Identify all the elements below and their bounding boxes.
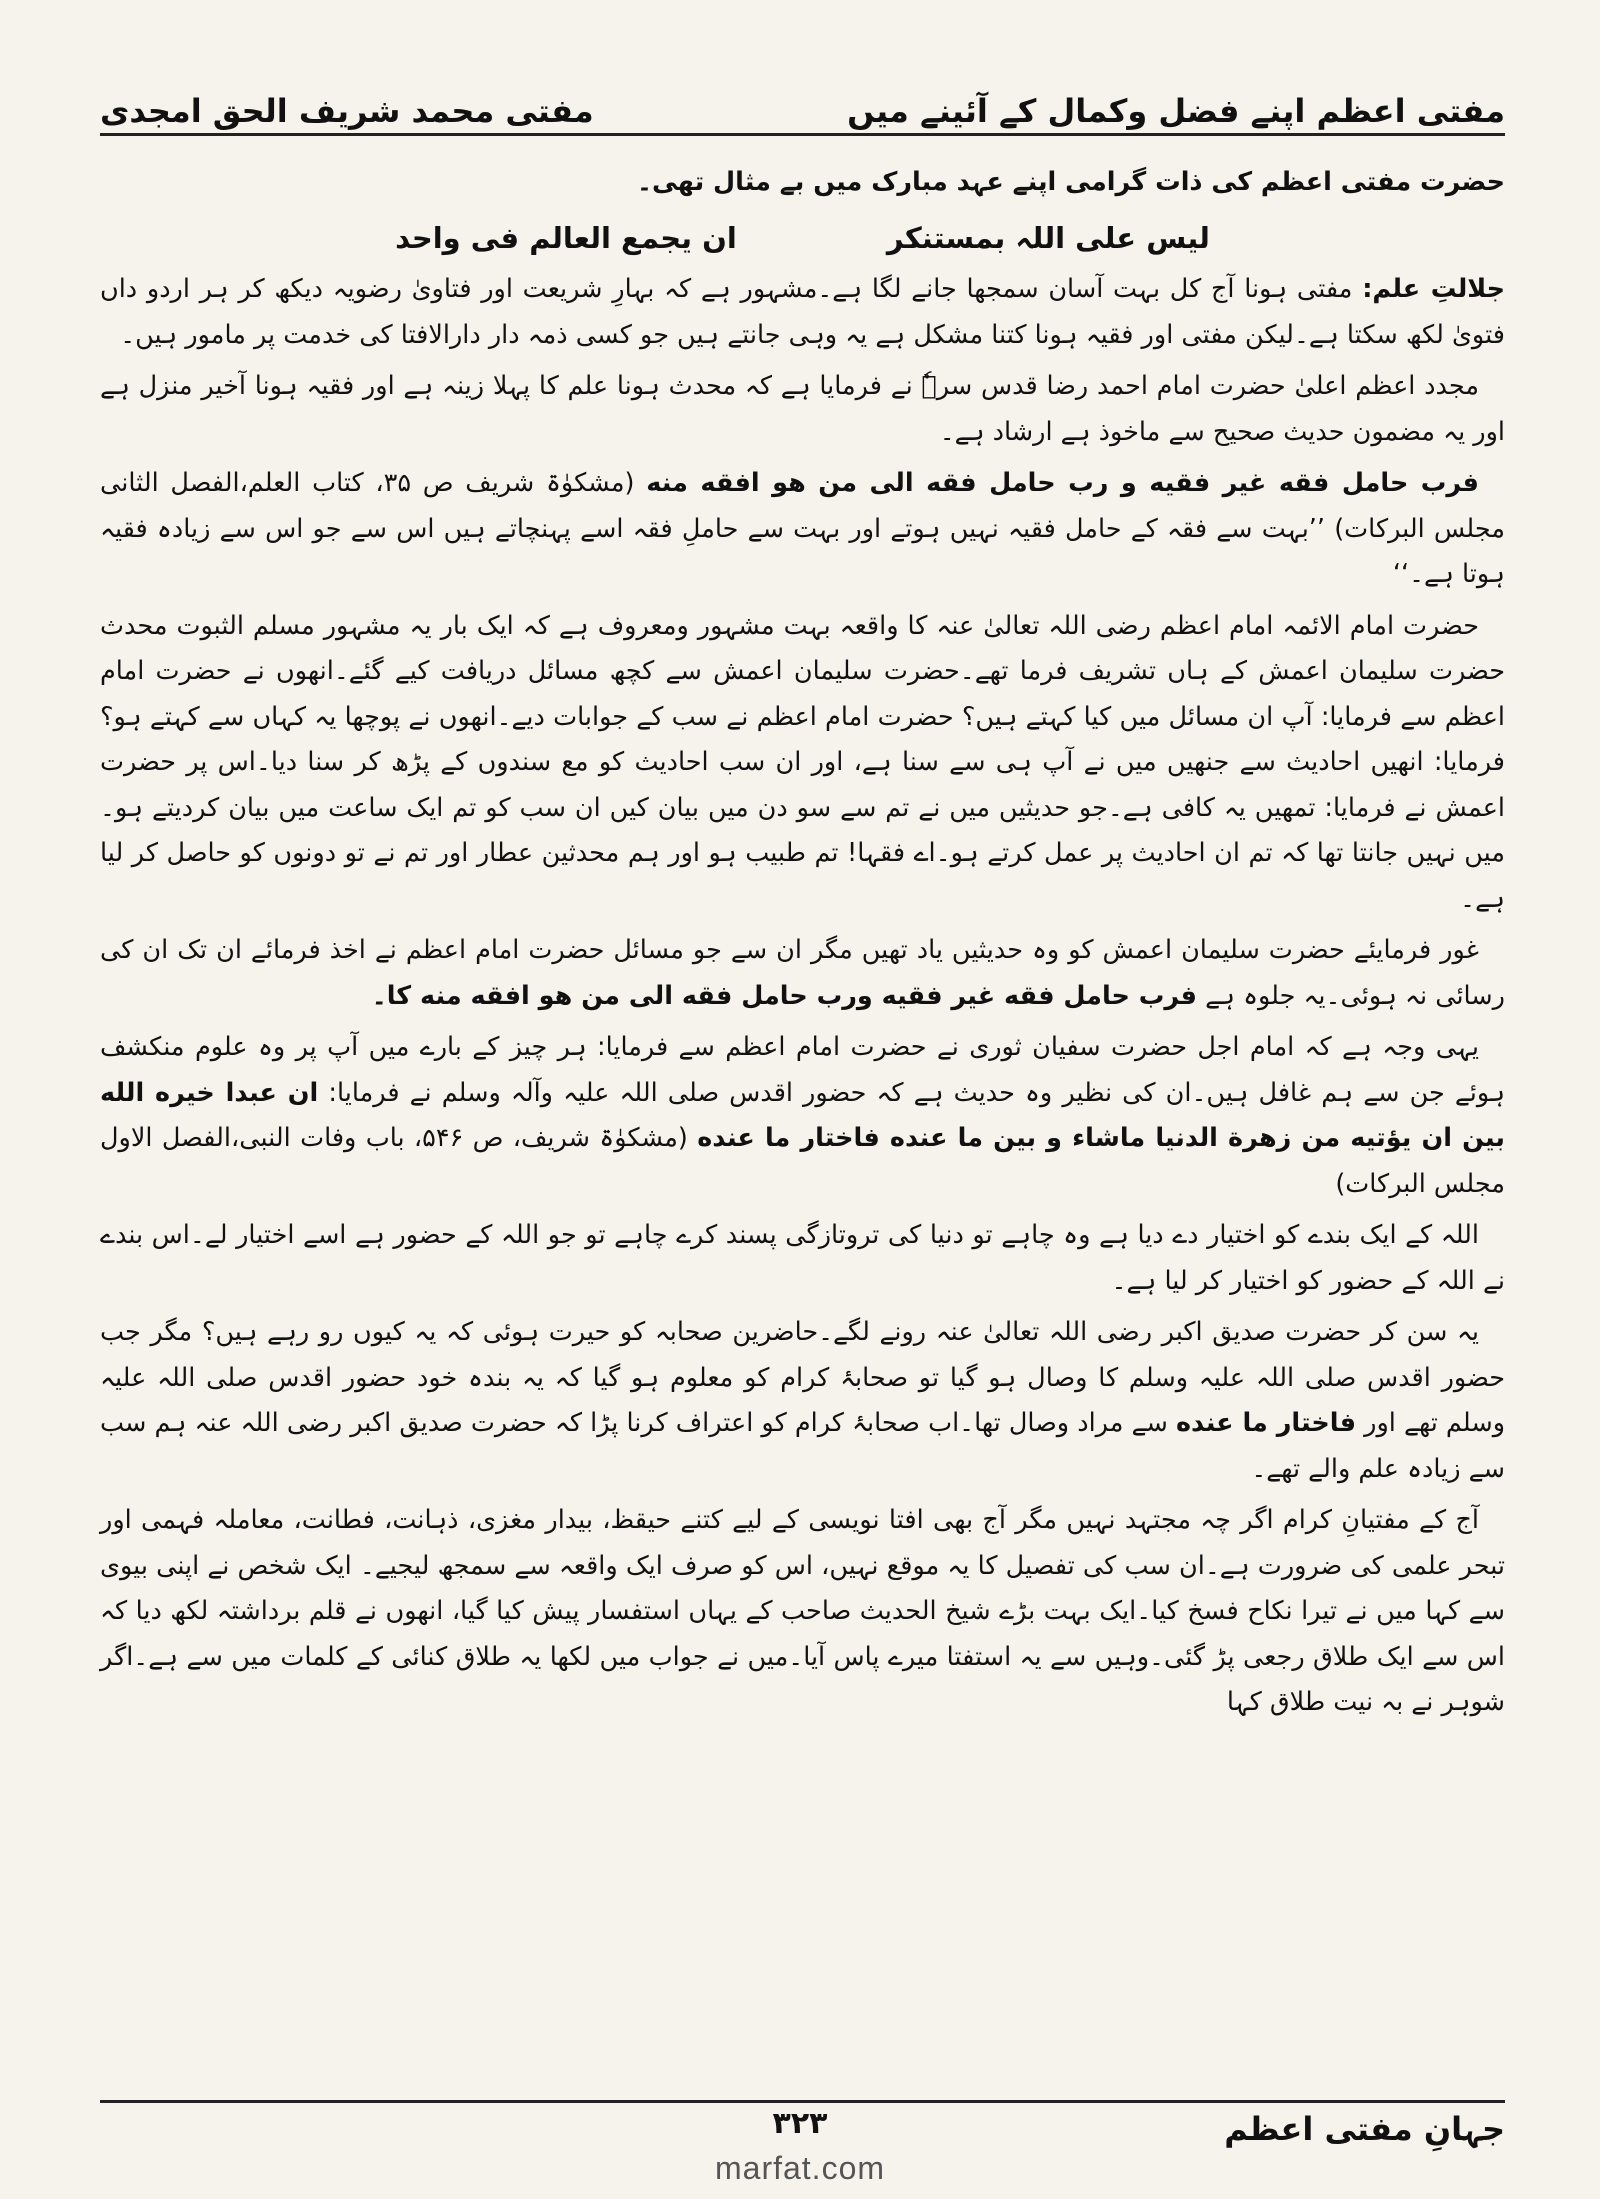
paragraph: حضرت مفتی اعظم کی ذات گرامی اپنے عہد مبارک میں بے مثال تھی۔ bbox=[637, 167, 1505, 197]
paragraph bbox=[100, 267, 1505, 358]
paragraph: اللہ کے ایک بندے کو اختیار دے دیا ہے وہ چاہے تو دنیا کی تروتازگی پسند کرے چاہے تو جو اللہ کے حضور ہے اسے اختیار لے۔اس بندے نے اللہ کے حضور کو اختیار کر لیا ہے۔ bbox=[100, 1220, 1505, 1296]
paragraph: حضرت امام الائمہ امام اعظم رضی اللہ تعالیٰ عنہ کا واقعہ بہت مشہور ومعروف ہے کہ ایک بار یہ مشہور مسلم الثبوت محدث حضرت سلیمان اعمش کے ہاں تشریف فرما تھے۔حضرت سلیمان اعمش سے کچھ مسائل دریافت کیے گئے۔انھوں نے حضرت امام اعظم سے فرمایا: آپ ان مسائل میں کیا کہتے ہیں؟ حضرت امام اعظم نے سب کے جوابات دیے۔انھوں نے پوچھا یہ کہاں سے کہتے ہو؟ فرمایا: انھیں احادیث سے جنھیں میں نے آپ ہی سے سنا ہے، اور ان سب احادیث کو مع سندوں کے پڑھ کر سنا دیا۔اس پر حضرت اعمش نے فرمایا: تمھیں یہ کافی ہے۔جو حدیثیں میں نے تم سے سو دن میں بیان کیں ان سب کو تم ایک ساعت میں بیان کردیتے ہو۔میں نہیں جانتا تھا کہ تم ان احادیث پر عمل کرتے ہو۔اے فقہا! تم طبیب ہو اور ہم محدثین عطار اور تم نے تو دونوں کو حاصل کر لیا ہے۔ bbox=[100, 610, 1505, 914]
page-number: ۳۲۳ bbox=[772, 2106, 828, 2141]
reference: (مشکوٰۃ شریف، ص ۵۴۶، باب وفات النبی،الفصل الاول مجلس البرکات) bbox=[100, 1123, 1505, 1199]
verse-hemistich-left: ان یجمع العالم فی واحد bbox=[395, 220, 737, 255]
paragraph: مجدد اعظم اعلیٰ حضرت امام احمد رضا قدس سرہٗ نے فرمایا ہے کہ محدث ہونا علم کا پہلا زینہ ہے اور فقیہ ہونا آخیر منزل ہے اور یہ مضمون حدیث صحیح سے ماخوذ ہے ارشاد ہے۔ bbox=[100, 371, 1505, 447]
watermark: marfat.com bbox=[714, 2150, 886, 2186]
author-name: مفتی محمد شریف الحق امجدی bbox=[100, 92, 594, 130]
paragraph-text: مفتی ہونا آج کل بہت آسان سمجھا جانے لگا ہے۔مشہور ہے کہ بہارِ شریعت اور فتاویٰ رضویہ دیکھ کر ہر اردو داں فتویٰ لکھ سکتا ہے۔لیکن مفتی اور فقیہ ہونا کتنا مشکل ہے یہ وہی جانتے ہیں جو کسی ذمہ دار دارالافتا کی خدمت پر مامور ہیں۔ bbox=[100, 274, 1505, 350]
page-body bbox=[100, 160, 1505, 2090]
book-title: مفتی اعظم اپنے فضل وکمال کے آئینے میں bbox=[847, 92, 1505, 130]
paragraph-text: یہ سن کر حضرت صدیق اکبر رضی اللہ تعالیٰ عنہ رونے لگے۔حاضرین صحابہ کو حیرت ہوئی کہ یہ کیوں رو رہے ہیں؟ مگر جب حضور اقدس صلی اللہ علیہ وسلم کا وصال ہو گیا تو صحابۂ کرام کو معلوم ہو گیا کہ یہ بندہ خود حضور اقدس صلی اللہ علیہ وسلم تھے اور bbox=[100, 1317, 1506, 1438]
paragraph-text: (مشکوٰۃ شریف ص ۳۵، کتاب العلم،الفصل الثانی مجلس البرکات) ’’بہت سے فقہ کے حامل فقیہ نہیں ہوتے اور بہت سے حاملِ فقہ اسے پہنچاتے ہیں اس سے جو اس سے زیادہ فقیہ ہوتا ہے۔‘‘ bbox=[100, 468, 1505, 589]
footer-rule bbox=[100, 2100, 1505, 2103]
arabic-verse bbox=[100, 216, 1505, 262]
paragraph bbox=[100, 928, 1505, 1019]
section-heading: جلالتِ علم: bbox=[1362, 274, 1506, 304]
arabic-quote: فاختار ما عنده bbox=[1175, 1408, 1357, 1438]
arabic-quote: ان عبدا خيره الله بين ان يؤتيه من زهرة الدنيا ماشاء و بين ما عنده فاختار ما عنده bbox=[100, 1077, 1506, 1153]
footer-brand: جہانِ مفتی اعظم bbox=[1224, 2110, 1505, 2148]
paragraph bbox=[100, 461, 1505, 598]
paragraph-text: غور فرمایئے حضرت سلیمان اعمش کو وہ حدیثیں یاد تھیں مگر ان سے جو مسائل حضرت امام اعظم نے اخذ فرمائے ان تک ان کی رسائی نہ ہوئی۔یہ جلوہ ہے bbox=[100, 935, 1505, 1011]
arabic-quote: فرب حامل فقه غير فقيه ورب حامل فقه الى من هو افقه منه كا۔ bbox=[371, 980, 1197, 1011]
header-rule bbox=[100, 133, 1505, 136]
paragraph bbox=[100, 1310, 1505, 1492]
paragraph: آج کے مفتیانِ کرام اگر چہ مجتہد نہیں مگر آج بھی افتا نویسی کے لیے کتنے حیقظ، بیدار مغزی، ذہانت، فطانت، معاملہ فہمی اور تبحر علمی کی ضرورت ہے۔ان سب کی تفصیل کا یہ موقع نہیں، اس کو صرف ایک واقعہ سے سمجھ لیجیے۔ ایک شخص نے اپنی بیوی سے کہا میں نے تیرا نکاح فسخ کیا۔ایک بہت بڑے شیخ الحدیث صاحب کے یہاں استفسار پیش کیا گیا، انھوں نے قلم برداشتہ لکھ دیا کہ اس سے ایک طلاق رجعی پڑ گئی۔وہیں سے یہ استفتا میرے پاس آیا۔میں نے جواب میں لکھا یہ طلاق کنائی کے کلمات میں سے ہے۔اگر شوہر نے بہ نیت طلاق کہا bbox=[100, 1505, 1505, 1717]
paragraph-text: سے مراد وصال تھا۔اب صحابۂ کرام کو اعتراف کرنا پڑا کہ حضرت صدیق اکبر رضی اللہ عنہ ہم سب سے زیادہ علم والے تھے۔ bbox=[100, 1408, 1505, 1484]
paragraph bbox=[100, 1025, 1505, 1207]
page-header bbox=[100, 70, 1505, 130]
arabic-quote: فرب حامل فقه غير فقيه و رب حامل فقه الى من هو افقه منه bbox=[646, 468, 1479, 498]
paragraph-text: یہی وجہ ہے کہ امام اجل حضرت سفیان ثوری نے حضرت امام اعظم سے فرمایا: ہر چیز کے بارے میں آپ پر وہ علوم منکشف ہوئے جن سے ہم غافل ہیں۔ان کی نظیر وہ حدیث ہے کہ حضور اقدس صلی اللہ علیہ وآلہ وسلم نے فرمایا: bbox=[100, 1032, 1506, 1108]
verse-hemistich-right: لیس علی اللہ بمستنکر bbox=[886, 220, 1210, 255]
